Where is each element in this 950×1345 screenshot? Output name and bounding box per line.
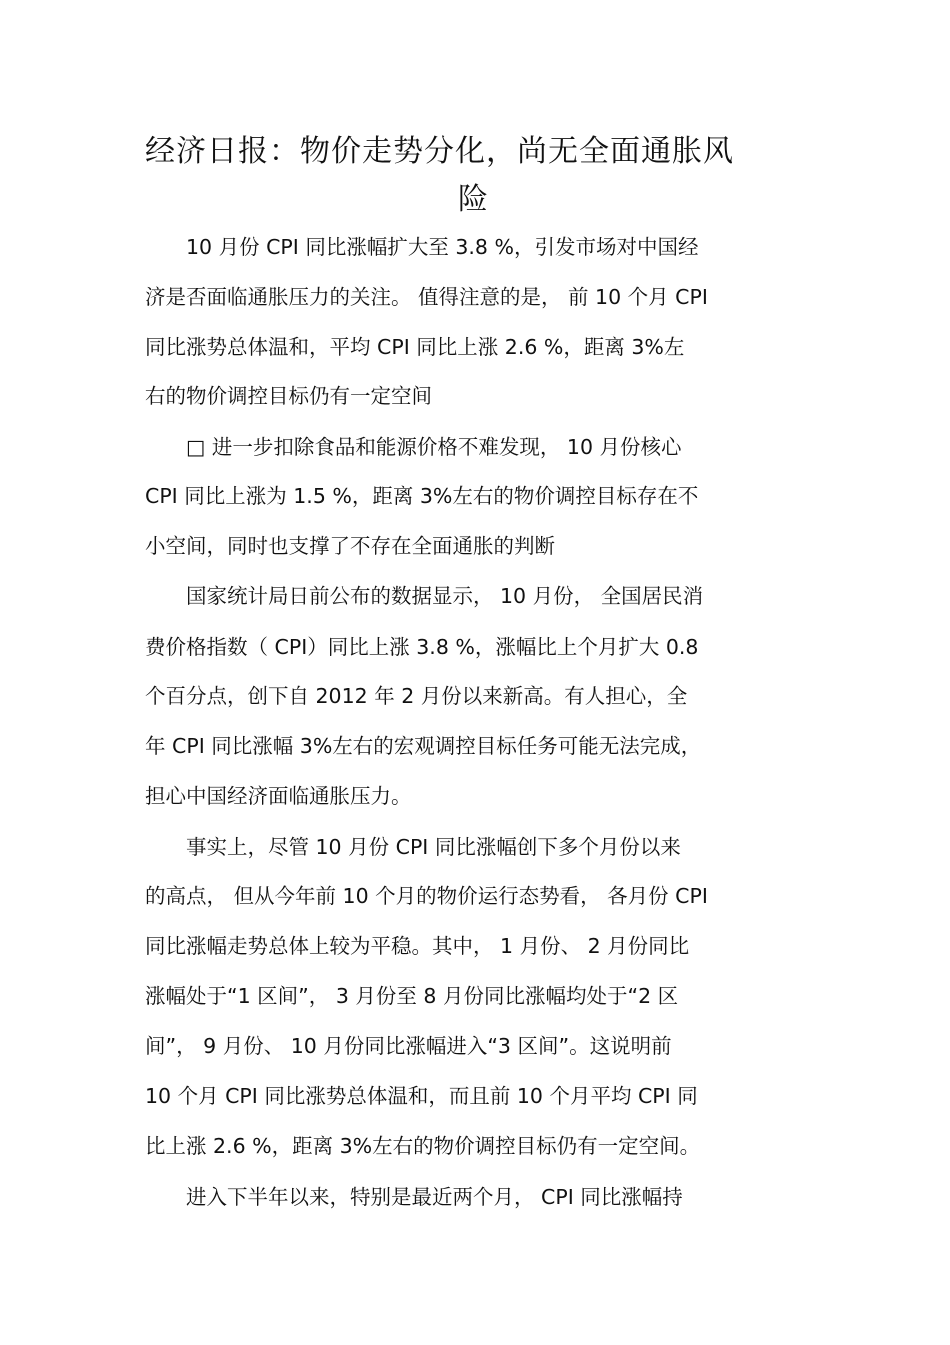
body-line: 涨幅处于“1 区间”， 3 月份至 8 月份同比涨幅均处于“2 区: [145, 984, 679, 1008]
body-line: 的高点， 但从今年前 10 个月的物价运行态势看， 各月份 CPI: [145, 884, 708, 908]
body-line: 国家统计局日前公布的数据显示， 10 月份， 全国居民消: [145, 584, 704, 608]
body-line: 担心中国经济面临通胀压力。: [145, 784, 412, 808]
article-title-line-1: 经济日报：物价走势分化，尚无全面通胀风: [145, 134, 734, 169]
body-line: 比上涨 2.6 %，距离 3%左右的物价调控目标仍有一定空间。: [145, 1134, 701, 1158]
body-line: □ 进一步扣除食品和能源价格不难发现， 10 月份核心: [145, 435, 682, 459]
body-line: 同比涨势总体温和，平均 CPI 同比上涨 2.6 %，距离 3%左: [145, 335, 685, 359]
body-line: 右的物价调控目标仍有一定空间: [145, 384, 432, 408]
body-line: 进入下半年以来，特别是最近两个月， CPI 同比涨幅持: [145, 1185, 683, 1209]
body-line: 事实上，尽管 10 月份 CPI 同比涨幅创下多个月份以来: [145, 835, 681, 859]
body-line: 间”， 9 月份、 10 月份同比涨幅进入“3 区间”。这说明前: [145, 1034, 672, 1058]
body-line: 10 月份 CPI 同比涨幅扩大至 3.8 %，引发市场对中国经: [145, 235, 699, 259]
body-line: 济是否面临通胀压力的关注。 值得注意的是， 前 10 个月 CPI: [145, 285, 708, 309]
body-line: 同比涨幅走势总体上较为平稳。其中， 1 月份、 2 月份同比: [145, 934, 690, 958]
article-title-line-2: 险: [458, 182, 489, 217]
body-line: 费价格指数（ CPI）同比上涨 3.8 %，涨幅比上个月扩大 0.8: [145, 635, 699, 659]
body-line: CPI 同比上涨为 1.5 %，距离 3%左右的物价调控目标存在不: [145, 484, 699, 508]
body-line: 小空间，同时也支撑了不存在全面通胀的判断: [145, 534, 555, 558]
body-line: 10 个月 CPI 同比涨势总体温和，而且前 10 个月平均 CPI 同: [145, 1084, 698, 1108]
body-line: 个百分点，创下自 2012 年 2 月份以来新高。有人担心，全: [145, 684, 688, 708]
body-line: 年 CPI 同比涨幅 3%左右的宏观调控目标任务可能无法完成，: [145, 734, 702, 758]
